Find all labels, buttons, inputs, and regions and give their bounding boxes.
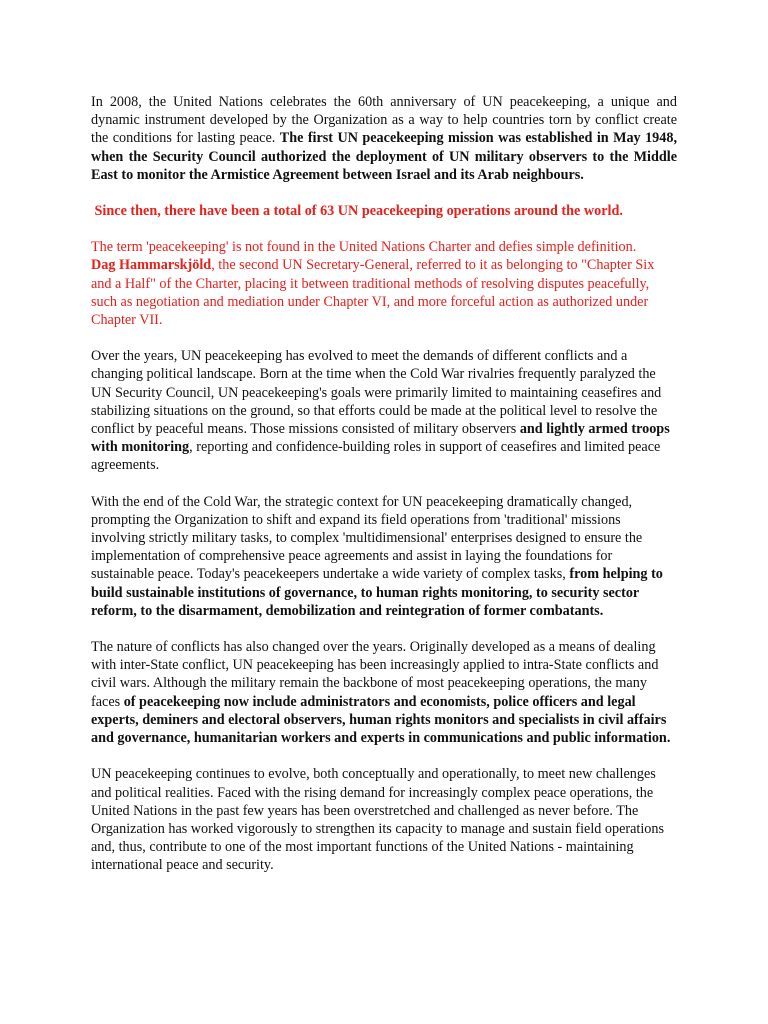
intro-bold-text: The first UN peacekeeping mission was established in May 1948, when the Security Council authorized the deployment of UN military observers to the Middle East to monitor the Armistice Agreement between Israel and its Arab neighbours.: [91, 130, 677, 183]
term-text: The term 'peacekeeping' is not found in the United Nations Charter and defies simple definition.: [91, 239, 637, 256]
paragraph-nature-of-conflicts: [91, 638, 677, 747]
document-body: [91, 93, 677, 893]
paragraph-term-peacekeeping: [91, 238, 677, 329]
paragraph-intro: [91, 93, 677, 184]
evolve-text: UN peacekeeping continues to evolve, both conceptually and operationally, to meet new challenges and political realities. Faced with the rising demand for increasingly complex peace operations, the United Nations in the past few years has been overstretched and challenged as never before. The Organization has worked vigorously to strengthen its capacity to manage and sustain field operations and, thus, contribute to one of the most important functions of the United Nations - maintaining international peace and security.: [91, 766, 665, 874]
intro-text: In 2008, the United Nations celebrates the 60th anniversary of UN peacekeeping, a unique and dynamic instrument developed by the Organization as a way to help countries torn by conflict create the conditions for lasting peace.: [91, 94, 677, 147]
nature-text: The nature of conflicts has also changed over the years. Originally developed as a means of dealing with inter-State conflict, UN peacekeeping has been increasingly applied to intra-State conflicts and civil wars. Although the military remain the backbone of most peacekeeping operations, the many faces: [91, 639, 659, 710]
term-text-continued: , the second UN Secretary-General, referred to it as belonging to "Chapter Six and a Half" of the Charter, placing it between traditional methods of resolving disputes peacefully, such as negotiation and mediation under Chapter VI, and more forceful action as authorized under Chapter VII.: [91, 257, 655, 329]
since-then-text: Since then, there have been a total of 63 UN peacekeeping operations around the world.: [91, 203, 623, 220]
paragraph-over-the-years: [91, 347, 677, 474]
nature-bold-text: of peacekeeping now include administrators and economists, police officers and legal experts, deminers and electoral observers, human rights monitors and specialists in civil affairs and governance, humanitarian workers and experts in communications and public information.: [91, 693, 671, 747]
over-years-text-continued: , reporting and confidence-building roles in support of ceasefires and limited peace agreements.: [91, 439, 661, 474]
over-years-text: Over the years, UN peacekeeping has evolved to meet the demands of different conflicts and a changing political landscape. Born at the time when the Cold War rivalries frequently paralyzed the UN Security Council, UN peacekeeping's goals were primarily limited to maintaining ceasefires and stabilizing situations on the ground, so that efforts could be made at the political level to resolve the conflict by peaceful means. Those missions consisted of military observers: [91, 348, 662, 438]
cold-war-text: With the end of the Cold War, the strategic context for UN peacekeeping dramatically changed, prompting the Organization to shift and expand its field operations from 'traditional' missions involving strictly military tasks, to complex 'multidimensional' enterprises designed to ensure the implementation of comprehensive peace agreements and assist in laying the foundations for sustainable peace. Today's peacekeepers undertake a wide variety of complex tasks,: [91, 493, 643, 583]
hammarskjold-name: Dag Hammarskjöld: [91, 257, 212, 274]
paragraph-since-then: [91, 202, 677, 220]
cold-war-bold-text: from helping to build sustainable institutions of governance, to human rights monitoring, to security sector reform, to the disarmament, demobilization and reintegration of former combatants.: [91, 566, 663, 619]
paragraph-continues-to-evolve: [91, 765, 677, 874]
paragraph-end-of-cold-war: [91, 493, 677, 620]
over-years-bold-text: and lightly armed troops with monitoring: [91, 421, 670, 456]
